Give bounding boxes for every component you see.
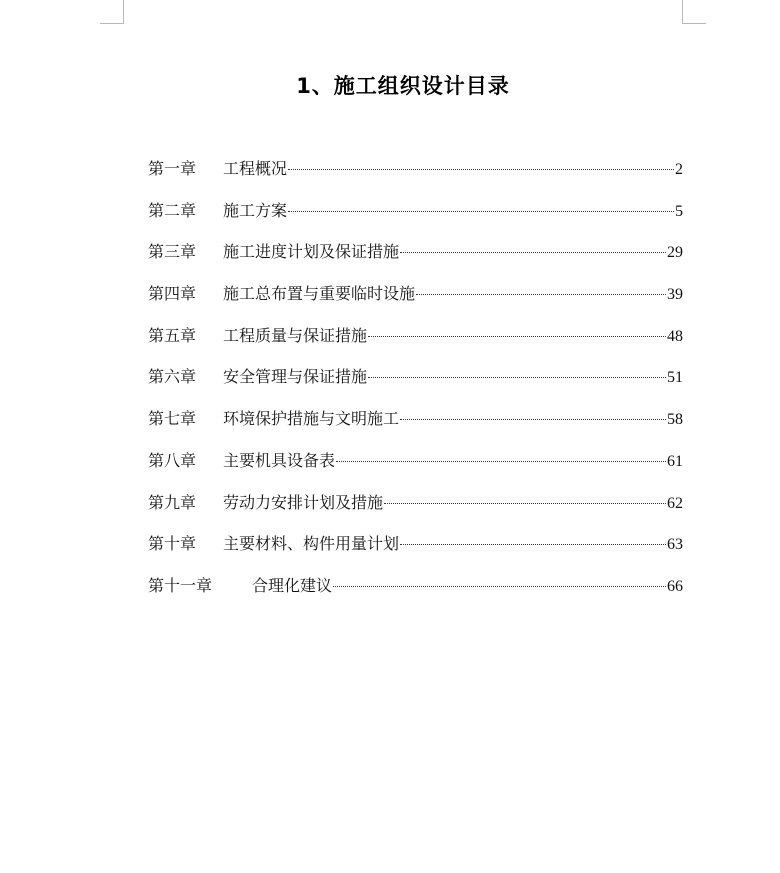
toc-chapter-number: 第一章 [148, 159, 197, 178]
toc-chapter-title: 工程质量与保证措施 [223, 325, 368, 345]
toc-dot-leader [416, 294, 666, 295]
toc-chapter-title: 主要材料、构件用量计划 [223, 534, 400, 554]
toc-entry[interactable] [148, 407, 683, 449]
toc-entry[interactable] [148, 199, 683, 241]
toc-dot-leader [400, 419, 666, 420]
page-title: 1、施工组织设计目录 [296, 74, 510, 98]
toc-chapter-number: 第十一章 [148, 575, 213, 595]
toc-chapter-number: 第十章 [148, 534, 197, 554]
toc-chapter-number: 第六章 [148, 367, 197, 387]
crop-mark-top-left [123, 0, 124, 24]
toc-entry[interactable] [148, 449, 683, 491]
toc-dot-leader [368, 336, 666, 337]
toc-chapter-number: 第二章 [148, 200, 197, 220]
toc-page-number: 2 [675, 161, 683, 178]
crop-mark-top-right [682, 23, 706, 24]
toc-chapter-title: 安全管理与保证措施 [223, 367, 368, 387]
toc-chapter-title: 施工总布置与重要临时设施 [223, 284, 416, 304]
toc-entry[interactable] [148, 532, 683, 574]
toc-dot-leader [333, 586, 666, 587]
toc-chapter-title: 环境保护措施与文明施工 [223, 409, 400, 429]
toc-chapter-number: 第四章 [148, 284, 197, 304]
toc-chapter-number: 第三章 [148, 242, 197, 262]
toc-chapter-number: 第五章 [148, 325, 197, 345]
toc-dot-leader [400, 544, 666, 545]
crop-mark-top-right [682, 0, 683, 24]
toc-dot-leader [336, 461, 666, 462]
toc-dot-leader [384, 503, 666, 504]
toc-entry[interactable] [148, 365, 683, 407]
toc-chapter-title: 工程概况 [223, 159, 288, 178]
toc-chapter-title: 主要机具设备表 [223, 450, 336, 470]
toc-chapter-title: 施工进度计划及保证措施 [223, 242, 400, 262]
toc-chapter-title: 劳动力安排计划及措施 [223, 492, 384, 512]
toc-dot-leader [400, 252, 666, 253]
toc-page-number: 63 [667, 536, 683, 554]
toc-entry[interactable] [148, 324, 683, 366]
toc-entry[interactable] [148, 282, 683, 324]
toc-page-number: 29 [667, 244, 683, 262]
toc-entry[interactable] [148, 491, 683, 533]
toc-chapter-number: 第八章 [148, 450, 197, 470]
toc-chapter-number: 第七章 [148, 409, 197, 429]
toc-entry[interactable] [148, 157, 683, 199]
toc-dot-leader [288, 211, 674, 212]
toc-page-number: 62 [667, 494, 683, 512]
toc-chapter-title: 合理化建议 [252, 575, 333, 595]
toc-dot-leader [368, 377, 666, 378]
toc-entry[interactable] [148, 574, 683, 616]
toc-page-number: 5 [675, 202, 683, 220]
toc-page-number: 66 [667, 577, 683, 595]
table-of-contents [148, 157, 683, 616]
toc-page-number: 58 [667, 411, 683, 429]
toc-chapter-title: 施工方案 [223, 200, 288, 220]
toc-page-number: 51 [667, 369, 683, 387]
toc-dot-leader [288, 169, 674, 170]
toc-page-number: 39 [667, 286, 683, 304]
toc-page-number: 61 [667, 452, 683, 470]
toc-chapter-number: 第九章 [148, 492, 197, 512]
toc-page-number: 48 [667, 327, 683, 345]
crop-mark-top-left [100, 23, 124, 24]
toc-entry[interactable] [148, 240, 683, 282]
